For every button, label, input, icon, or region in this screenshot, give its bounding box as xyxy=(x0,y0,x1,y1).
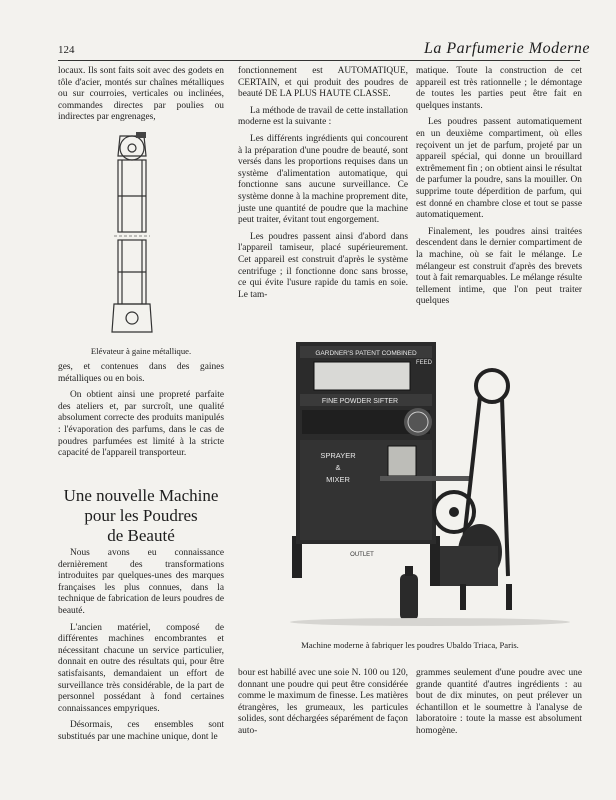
running-title: La Parfumerie Moderne xyxy=(423,40,590,57)
paragraph: bour est habillé avec une soie N. 100 ou 120, donnant une poudre qui peut être considérée comme le maximum de finesse. Les matières étrangères, les grumeaux, les particules solides, sont déchargées séparément de façon auto- xyxy=(238,668,408,736)
col3-bottom-text xyxy=(416,668,582,743)
heading-line: Une nouvelle Machine xyxy=(63,486,219,505)
col2-text xyxy=(238,66,408,306)
elevator-caption: Elévateur à gaine métallique. xyxy=(90,346,192,356)
powder-machine-illustration xyxy=(280,336,580,630)
header-rule xyxy=(58,60,580,61)
paragraph: Les différents ingrédients qui concourent à la préparation d'une poudre de beauté, sont versés dans les proportions requises dans un système d'alimentation automatique, qui fonctionne sans aucune surveillance. Ce système donne à la machine proprement dite, juste une quantité de poudre que la machine peut traiter, évitant tout engorgement. xyxy=(238,133,408,226)
col1-top-text xyxy=(58,66,224,129)
plate-top-label: GARDNER'S PATENT COMBINED xyxy=(315,350,417,357)
paragraph: Nous avons eu connaissance dernièrement des transformations introduites par quelques-unes des marques françaises les plus connues, dans la technique de fabrication de leurs poudres de beauté. xyxy=(58,548,224,616)
page-number: 124 xyxy=(58,44,75,56)
elevator-figure xyxy=(100,126,170,336)
heading-line: de Beauté xyxy=(107,526,175,545)
mixer-label: MIXER xyxy=(326,475,350,484)
article-heading xyxy=(58,486,224,546)
machine-caption: Machine moderne à fabriquer les poudres Ubaldo Triaca, Paris. xyxy=(301,640,519,650)
col2-bottom-text xyxy=(238,668,408,743)
paragraph: Désormais, ces ensembles sont substitués par une machine unique, dont le xyxy=(58,720,224,742)
paragraph: L'ancien matériel, composé de différentes machines encombrantes et nécessitant chacune un service particulier, donnait en outre des résultats qui, pour être satisfaisants, demandaient un effort de surveillance très considérable, de la part de personnel possédant à fond certaines connaissances empyriques. xyxy=(58,622,224,714)
feed-label: FEED xyxy=(415,360,433,366)
col1-bottom-text xyxy=(58,548,224,749)
paragraph: On obtient ainsi une propreté parfaite des ateliers et, par surcroît, une qualité absolument correcte des produits manipulés : l'évaporation des parfums, dans le cas de poudres parfumées est limité à la stricte capacité de l'appareil transporteur. xyxy=(58,390,224,459)
heading-line: pour les Poudres xyxy=(84,506,198,525)
paragraph: matique. Toute la construction de cet appareil est très rationnelle ; le démontage de toutes les parties peut être fait en quelques instants. xyxy=(416,66,582,111)
paragraph: locaux. Ils sont faits soit avec des godets en tôle d'acier, montés sur chaînes métalliques ou sur courroies, verticales ou inclinées, commandes directes par poulies ou indirectes par engrenages, xyxy=(58,66,224,123)
paragraph: Finalement, les poudres ainsi traitées descendent dans le dernier compartiment de la machine, où se fait le mélange. Le mélangeur est construit d'après des brevets tout à fait remarquables. Le mélange résulte tellement intime, que l'on peut traiter quelques xyxy=(416,226,582,307)
machine-figure xyxy=(280,336,580,630)
col3-text xyxy=(416,66,582,313)
paragraph: Les poudres passent automatiquement en un deuxième compartiment, où elles reçoivent un jet de parfum, projeté par un appareil spécial, qui donne un brouillard extrêmement fin ; on obtient ainsi le résultat de parfumer la poudre, sans la mouiller. On supprime toute déperdition de parfum, qui est donné en chambre close et tout se passe automatiquement. xyxy=(416,117,582,221)
amp-label: & xyxy=(335,463,341,472)
paragraph: grammes seulement d'une poudre avec une grande quantité d'autres ingrédients : au bout de dix minutes, on peut prélever un échantillon et le soumettre à l'analyse de laboratoire : toute la masse est absolument homogène. xyxy=(416,668,582,736)
paragraph: fonctionnement est AUTOMATIQUE, CERTAIN, et qui produit des poudres de beauté DE LA PLUS HAUTE CLASSE. xyxy=(238,66,408,100)
col1-mid-text xyxy=(58,362,224,465)
elevator-illustration xyxy=(100,126,170,336)
sprayer-label: SPRAYER xyxy=(320,451,356,460)
outlet-label: OUTLET xyxy=(350,552,374,558)
paragraph: ges, et contenues dans des gaines métalliques ou en bois. xyxy=(58,362,224,384)
sifter-label: FINE POWDER SIFTER xyxy=(321,398,399,405)
paragraph: Les poudres passent ainsi d'abord dans l'appareil tamiseur, placé supérieurement. Cet appareil est construit d'après le système centrifuge ; il fonctionne donc sans brosse, ce qui évite l'usure rapide du tamis en soie. Le tam- xyxy=(238,231,408,300)
paragraph: La méthode de travail de cette installation moderne est la suivante : xyxy=(238,105,408,128)
